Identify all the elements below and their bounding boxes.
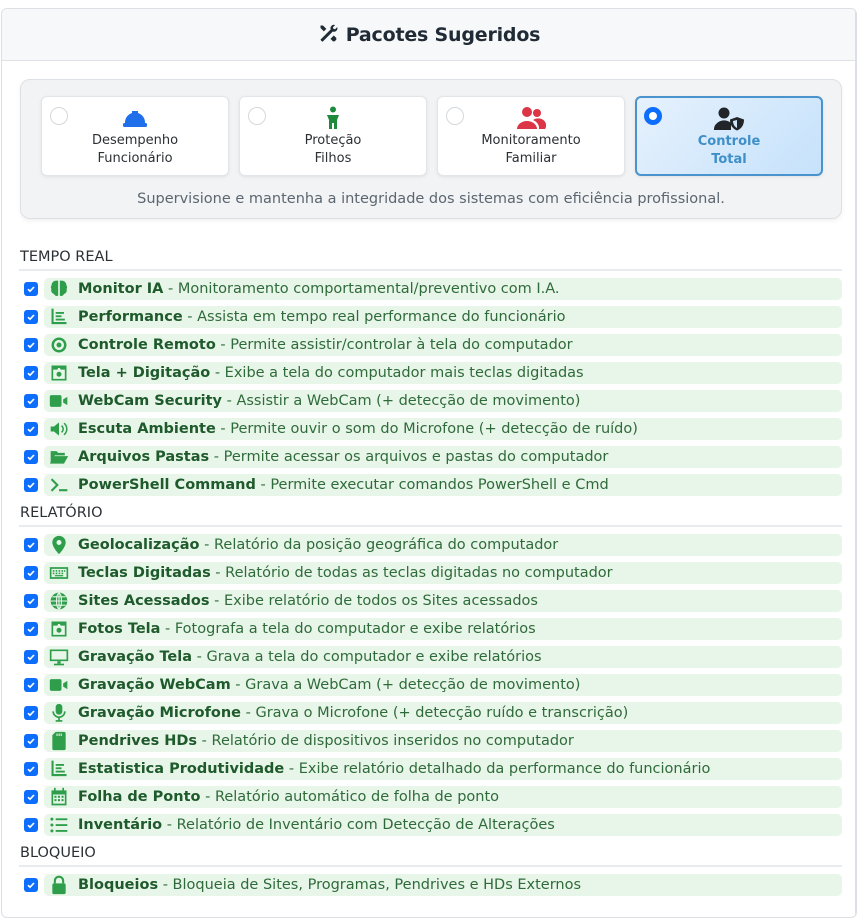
feature-checkbox[interactable] (24, 450, 38, 464)
feature-row[interactable] (19, 755, 842, 783)
feature-row[interactable] (19, 303, 842, 331)
calendar-icon (46, 786, 72, 808)
eye-icon (46, 334, 72, 356)
package-label-line2: Total (711, 152, 747, 167)
separator: - (162, 817, 177, 833)
separator: - (215, 337, 231, 353)
feature-description: Relatório de todas as teclas digitadas no computador (225, 565, 613, 581)
feature-description: Permite assistir/controlar à tela do computador (230, 337, 573, 353)
section-title: TEMPO REAL (19, 247, 842, 271)
feature-checkbox[interactable] (24, 706, 38, 720)
feature-name: Folha de Ponto (78, 789, 201, 805)
separator: - (197, 733, 212, 749)
feature-description: Permite ouvir o som do Microfone (+ detecção de ruído) (230, 421, 638, 437)
feature-name: Controle Remoto (78, 337, 216, 353)
package-description: Supervisione e mantenha a integridade dos sistemas com eficiência profissional. (137, 191, 725, 207)
video-icon (46, 674, 72, 696)
feature-label[interactable] (44, 814, 842, 836)
package-label-line1: Monitoramento (481, 133, 581, 148)
video-icon (46, 390, 72, 412)
separator: - (160, 621, 175, 637)
feature-row[interactable] (19, 699, 842, 727)
package-label-line1: Controle (697, 134, 761, 149)
package-option-monitoramento[interactable] (437, 96, 625, 176)
feature-name: Tela + Digitação (78, 365, 211, 381)
terminal-icon (46, 474, 72, 496)
feature-description: Grava a WebCam (+ detecção de movimento) (245, 677, 581, 693)
feature-checkbox[interactable] (24, 422, 38, 436)
feature-description: Permite acessar os arquivos e pastas do computador (223, 449, 609, 465)
keyboard-icon (46, 562, 72, 584)
feature-name: Bloqueios (78, 877, 159, 893)
feature-row[interactable] (19, 643, 842, 671)
feature-checkbox[interactable] (24, 566, 38, 580)
feature-description: Relatório automático de folha de ponto (214, 789, 500, 805)
feature-label[interactable] (44, 618, 842, 640)
feature-label[interactable] (44, 474, 842, 496)
package-radio[interactable] (50, 107, 68, 125)
separator: - (241, 705, 256, 721)
feature-label[interactable] (44, 674, 842, 696)
volume-icon (46, 418, 72, 440)
scrollbar-edge (855, 9, 856, 918)
feature-label[interactable] (44, 362, 842, 384)
feature-name: Escuta Ambiente (78, 421, 216, 437)
feature-label[interactable] (44, 534, 842, 556)
feature-name: Arquivos Pastas (78, 449, 210, 465)
feature-label[interactable] (44, 758, 842, 780)
feature-description: Relatório de Inventário com Detecção de Alterações (176, 817, 555, 833)
feature-label[interactable] (44, 334, 842, 356)
package-label-line1: Desempenho (91, 133, 179, 148)
feature-description: Permite executar comandos PowerShell e Cmd (270, 477, 609, 493)
feature-label[interactable] (44, 446, 842, 468)
feature-description: Relatório da posição geográfica do computador (213, 537, 559, 553)
feature-checkbox[interactable] (24, 790, 38, 804)
monitor-icon (46, 646, 72, 668)
feature-row[interactable] (19, 275, 842, 303)
feature-name: Gravação Tela (78, 649, 193, 665)
feature-checkbox[interactable] (24, 678, 38, 692)
feature-name: Sites Acessados (78, 593, 210, 609)
feature-name: Teclas Digitadas (78, 565, 211, 581)
feature-row[interactable] (19, 471, 842, 499)
feature-row[interactable] (19, 359, 842, 387)
card-title: Pacotes Sugeridos (345, 23, 541, 46)
feature-checkbox[interactable] (24, 734, 38, 748)
separator: - (209, 593, 224, 609)
feature-checkbox[interactable] (24, 394, 38, 408)
tools-icon (318, 23, 338, 47)
separator: - (255, 477, 271, 493)
suggested-packages-card (1, 8, 857, 918)
feature-description: Assistir a WebCam (+ detecção de movimento) (236, 393, 581, 409)
feature-label[interactable] (44, 730, 842, 752)
feature-row[interactable] (19, 331, 842, 359)
feature-row[interactable] (19, 443, 842, 471)
feature-row[interactable] (19, 387, 842, 415)
brain-icon (46, 278, 72, 300)
microphone-icon (46, 702, 72, 724)
feature-name: Pendrives HDs (78, 733, 198, 749)
package-radio[interactable] (446, 107, 464, 125)
feature-name: Fotos Tela (78, 621, 161, 637)
separator: - (230, 677, 246, 693)
separator: - (158, 877, 173, 893)
feature-checkbox[interactable] (24, 762, 38, 776)
folder-open-icon (46, 446, 72, 468)
feature-name: Estatistica Produtividade (78, 761, 285, 777)
feature-name: Performance (78, 309, 183, 325)
feature-checkbox[interactable] (24, 478, 38, 492)
feature-label[interactable] (44, 646, 842, 668)
feature-row[interactable] (19, 783, 842, 811)
feature-name: WebCam Security (78, 393, 222, 409)
feature-checkbox[interactable] (24, 594, 38, 608)
camera-screen-icon (46, 362, 72, 384)
separator: - (210, 365, 225, 381)
package-label-line2: Filhos (314, 151, 352, 166)
separator: - (200, 789, 215, 805)
feature-row[interactable] (19, 727, 842, 755)
feature-sections (19, 247, 842, 899)
user-shield-icon (713, 106, 745, 132)
feature-name: Geolocalização (78, 537, 200, 553)
feature-label[interactable] (44, 786, 842, 808)
feature-checkbox[interactable] (24, 282, 38, 296)
feature-label[interactable] (44, 874, 842, 896)
package-selector (20, 79, 842, 219)
feature-row[interactable] (19, 559, 842, 587)
feature-row[interactable] (19, 415, 842, 443)
package-option-controle[interactable] (635, 96, 823, 176)
feature-label[interactable] (44, 278, 842, 300)
feature-name: Gravação WebCam (78, 677, 231, 693)
card-header (2, 9, 856, 61)
feature-label[interactable] (44, 702, 842, 724)
feature-checkbox[interactable] (24, 818, 38, 832)
separator: - (182, 309, 198, 325)
separator: - (163, 281, 178, 297)
feature-name: Monitor IA (78, 281, 164, 297)
camera-screen-icon (46, 618, 72, 640)
separator: - (192, 649, 207, 665)
feature-row[interactable] (19, 531, 842, 559)
feature-label[interactable] (44, 390, 842, 412)
package-option-protecao[interactable] (239, 96, 427, 176)
feature-checkbox[interactable] (24, 878, 38, 892)
feature-description: Fotografa a tela do computador e exibe relatórios (174, 621, 536, 637)
chart-bars-icon (46, 758, 72, 780)
feature-description: Relatório de dispositivos inseridos no computador (211, 733, 574, 749)
feature-label[interactable] (44, 562, 842, 584)
users-icon (516, 105, 546, 131)
feature-row[interactable] (19, 615, 842, 643)
package-label-line2: Familiar (505, 151, 557, 166)
feature-description: Grava o Microfone (+ detecção ruído e transcrição) (255, 705, 629, 721)
sd-card-icon (46, 730, 72, 752)
package-label-line2: Funcionário (97, 151, 173, 166)
feature-checkbox[interactable] (24, 622, 38, 636)
section-title: BLOQUEIO (19, 843, 842, 867)
separator: - (215, 421, 231, 437)
feature-checkbox[interactable] (24, 538, 38, 552)
feature-name: Inventário (78, 817, 163, 833)
feature-description: Monitoramento comportamental/preventivo com I.A. (177, 281, 560, 297)
feature-row[interactable] (19, 671, 842, 699)
lock-icon (46, 874, 72, 896)
separator: - (199, 537, 214, 553)
package-label-line1: Proteção (304, 133, 362, 148)
feature-description: Exibe a tela do computador mais teclas digitadas (224, 365, 584, 381)
feature-name: PowerShell Command (78, 477, 256, 493)
package-radio[interactable] (248, 107, 266, 125)
feature-checkbox[interactable] (24, 650, 38, 664)
feature-label[interactable] (44, 590, 842, 612)
feature-description: Exibe relatório de todos os Sites acessados (223, 593, 538, 609)
feature-checkbox[interactable] (24, 338, 38, 352)
feature-description: Exibe relatório detalhado da performance do funcionário (298, 761, 711, 777)
package-radio-selected[interactable] (644, 107, 662, 125)
feature-checkbox[interactable] (24, 310, 38, 324)
feature-name: Gravação Microfone (78, 705, 241, 721)
globe-icon (46, 590, 72, 612)
feature-description: Bloqueia de Sites, Programas, Pendrives e HDs Externos (172, 877, 582, 893)
separator: - (284, 761, 299, 777)
separator: - (221, 393, 237, 409)
feature-row[interactable] (19, 871, 842, 899)
list-icon (46, 814, 72, 836)
feature-label[interactable] (44, 418, 842, 440)
package-option-desempenho[interactable] (41, 96, 229, 176)
hard-hat-icon (121, 105, 149, 131)
feature-checkbox[interactable] (24, 366, 38, 380)
feature-label[interactable] (44, 306, 842, 328)
map-pin-icon (46, 534, 72, 556)
separator: - (209, 449, 224, 465)
child-icon (325, 105, 341, 131)
section-title: RELATÓRIO (19, 503, 842, 527)
feature-description: Grava a tela do computador e exibe relatórios (206, 649, 542, 665)
chart-bars-icon (46, 306, 72, 328)
feature-row[interactable] (19, 587, 842, 615)
feature-row[interactable] (19, 811, 842, 839)
feature-description: Assista em tempo real performance do funcionário (197, 309, 566, 325)
separator: - (210, 565, 226, 581)
